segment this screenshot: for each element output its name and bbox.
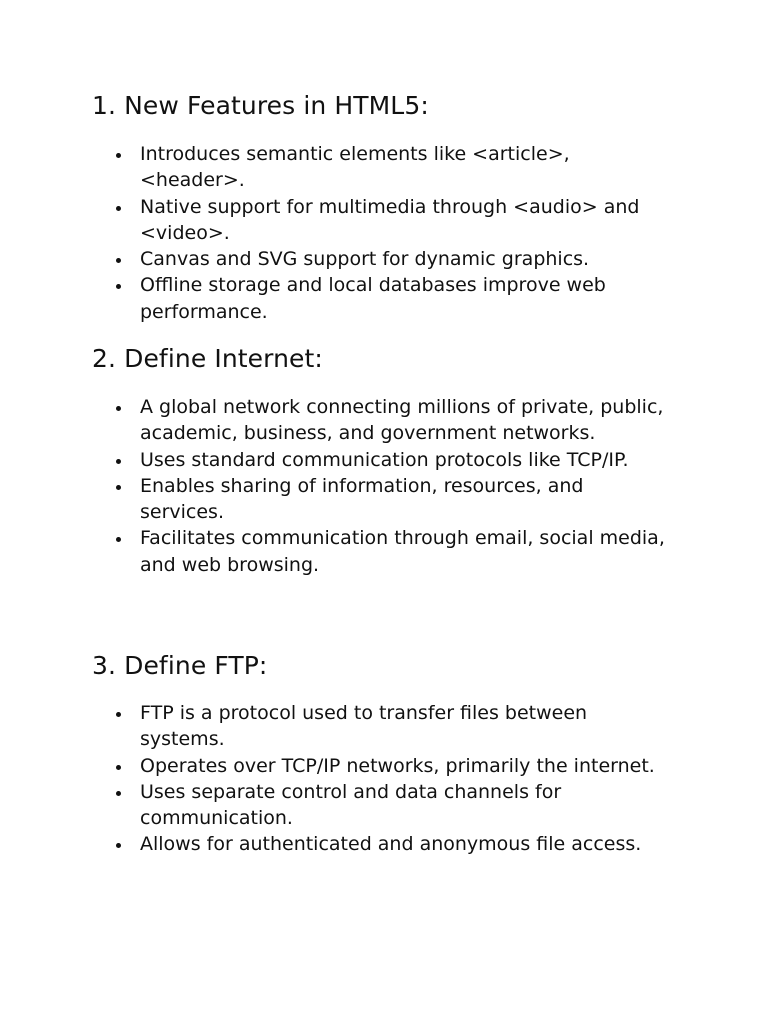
list-item-text: Facilitates communication through email, social media, and web browsing. (140, 527, 665, 576)
section-heading: 2. Define Internet: (92, 344, 323, 373)
section-define-internet (92, 343, 692, 375)
bullet-list (92, 394, 668, 578)
section-heading: 3. Define FTP: (92, 651, 268, 680)
list-item (92, 272, 668, 325)
list-item (92, 194, 668, 247)
list-item (92, 753, 668, 779)
section-heading: 1. New Features in HTML5: (92, 91, 429, 120)
list-item-text: Operates over TCP/IP networks, primarily the internet. (140, 754, 655, 777)
bullet-dot-icon (116, 153, 121, 158)
list-item-text: Offline storage and local databases improve web performance. (140, 274, 606, 323)
list-item-text: Canvas and SVG support for dynamic graphics. (140, 248, 590, 271)
list-item-text: Enables sharing of information, resources, and services. (140, 474, 584, 524)
list-item (92, 141, 668, 194)
list-item (92, 447, 668, 473)
bullet-list (92, 700, 668, 858)
bullet-dot-icon (116, 258, 121, 263)
list-item (92, 525, 668, 578)
bullet-dot-icon (116, 406, 121, 411)
list-item-text: FTP is a protocol used to transfer files between systems. (140, 702, 588, 751)
list-item (92, 246, 668, 272)
bullet-dot-icon (116, 712, 121, 717)
list-item-text: Uses separate control and data channels for communication. (140, 780, 562, 830)
list-item (92, 394, 668, 447)
section-define-ftp (92, 650, 692, 682)
list-item-text: Native support for multimedia through <audio> and <video>. (140, 195, 640, 244)
list-item (92, 779, 668, 832)
bullet-dot-icon (116, 765, 121, 770)
list-item (92, 831, 668, 857)
section-html5-features (92, 90, 692, 122)
list-item-text: Uses standard communication protocols like TCP/IP. (140, 448, 629, 471)
list-item-text: A global network connecting millions of private, public, academic, business, and government networks. (140, 396, 664, 445)
list-item (92, 700, 668, 753)
bullet-dot-icon (116, 459, 121, 464)
bullet-dot-icon (116, 284, 121, 289)
bullet-list (92, 141, 668, 325)
bullet-dot-icon (116, 537, 121, 542)
bullet-dot-icon (116, 791, 121, 796)
bullet-dot-icon (116, 206, 121, 211)
list-item-text: Allows for authenticated and anonymous file access. (140, 833, 642, 856)
bullet-dot-icon (116, 843, 121, 848)
list-item-text: Introduces semantic elements like <article>, <header>. (140, 143, 570, 192)
list-item (92, 473, 668, 526)
bullet-dot-icon (116, 485, 121, 490)
